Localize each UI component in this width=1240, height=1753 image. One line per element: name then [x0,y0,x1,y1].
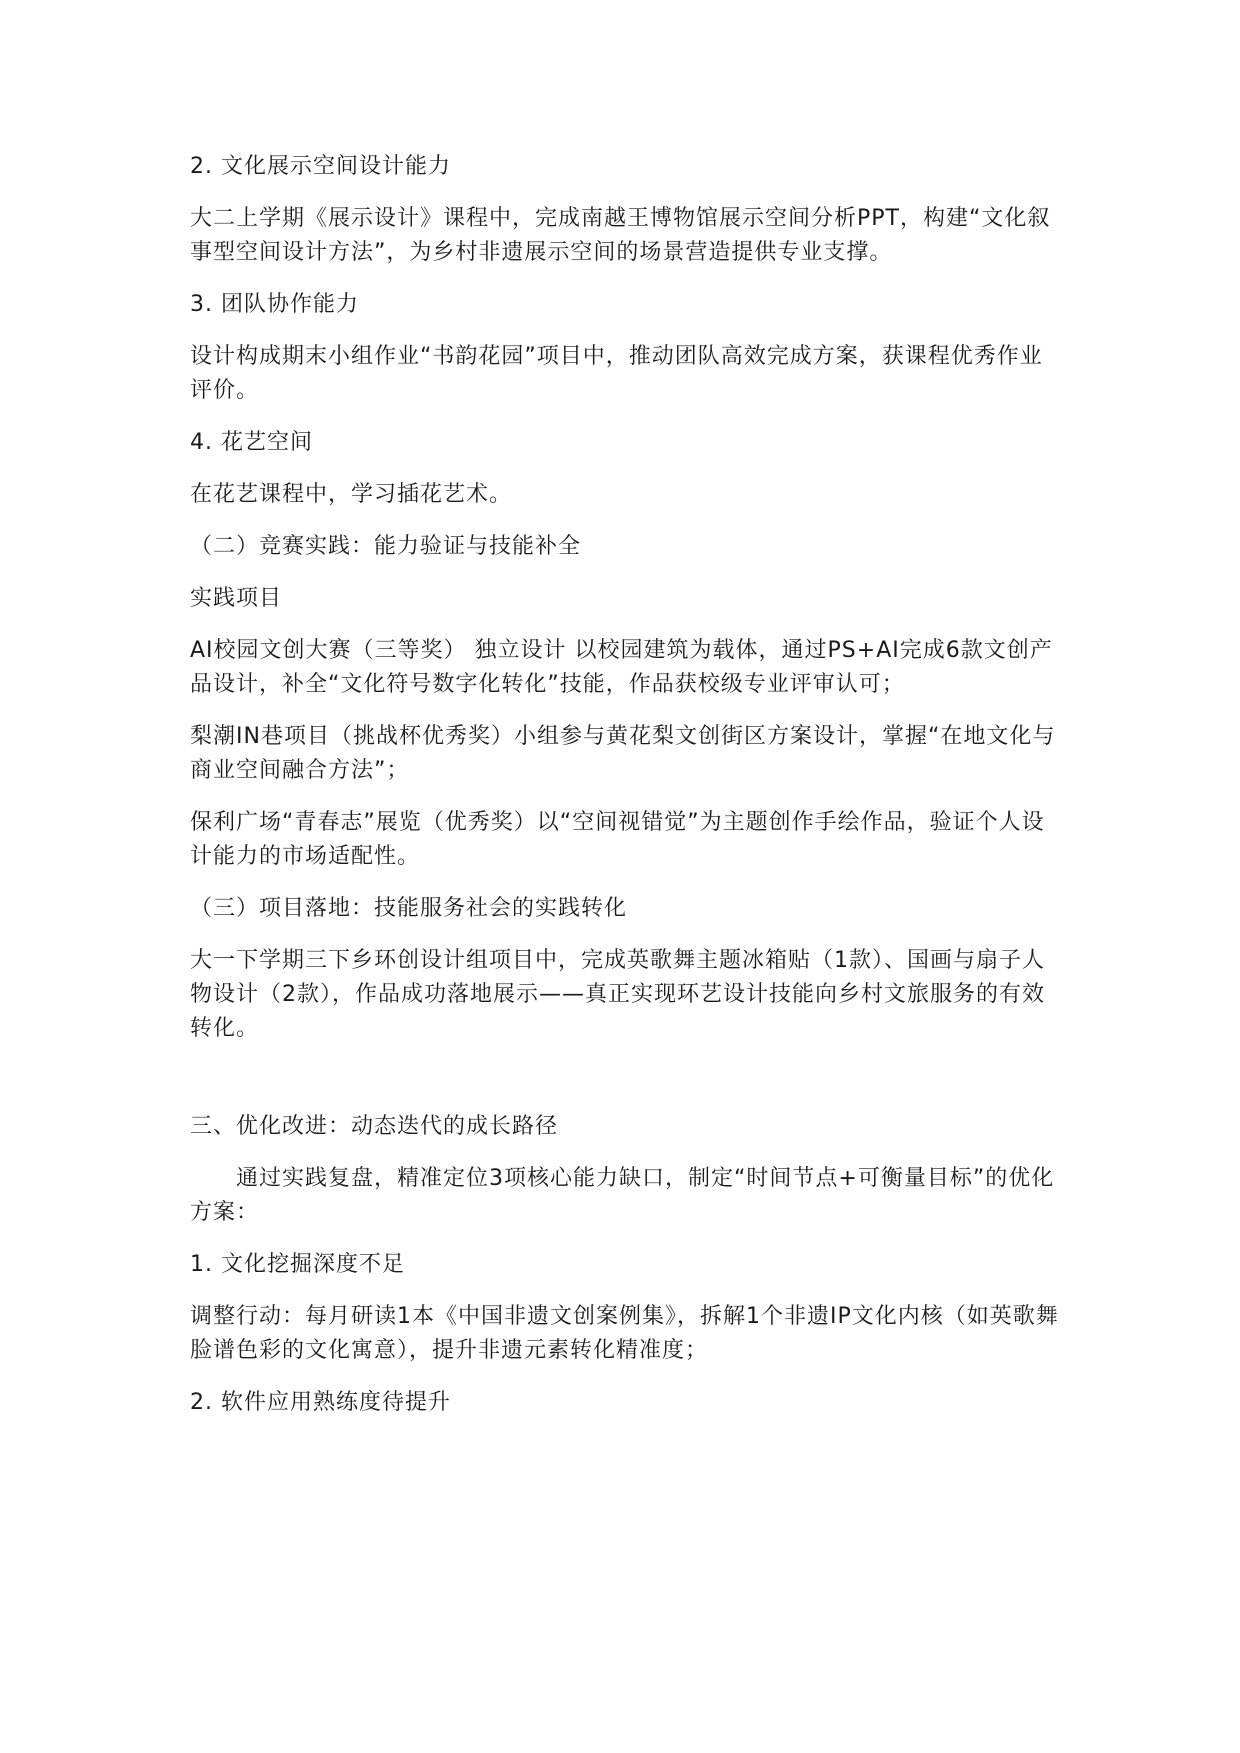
paragraph-display-design: 大二上学期《展示设计》课程中，完成南越王博物馆展示空间分析PPT，构建“文化叙事型空间设计方法”，为乡村非遗展示空间的场景营造提供专业支撑。 [190,206,1051,265]
heading-culture-gap: 1. 文化挖掘深度不足 [190,1252,405,1277]
heading-floral: 4. 花艺空间 [190,430,313,455]
document-body [190,150,1060,1438]
section-title-optimization: 三、优化改进：动态迭代的成长路径 [190,1114,559,1139]
paragraph-teamwork: 设计构成期末小组作业“书韵花园”项目中，推动团队高效完成方案，获课程优秀作业评价。 [190,344,1043,403]
paragraph-projects-label: 实践项目 [190,586,283,611]
paragraph-floral: 在花艺课程中，学习插花艺术。 [190,482,513,507]
paragraph-poly: 保利广场“青春志”展览（优秀奖）以“空间视错觉”为主题创作手绘作品，验证个人设计能力的市场适配性。 [190,810,1045,869]
paragraph-lichao: 梨潮IN巷项目（挑战杯优秀奖）小组参与黄花梨文创街区方案设计，掌握“在地文化与商业空间融合方法”； [190,724,1056,783]
paragraph-intro: 通过实践复盘，精准定位3项核心能力缺口，制定“时间节点+可衡量目标”的优化方案： [190,1166,1055,1225]
heading-display-design: 2. 文化展示空间设计能力 [190,154,451,179]
heading-teamwork: 3. 团队协作能力 [190,292,359,317]
paragraph-ai-contest: AI校园文创大赛（三等奖） 独立设计 以校园建筑为载体，通过PS+AI完成6款文创产品设计，补全“文化符号数字化转化”技能，作品获校级专业评审认可； [190,638,1053,697]
paragraph-culture-gap: 调整行动：每月研读1本《中国非遗文创案例集》，拆解1个非遗IP文化内核（如英歌舞脸谱色彩的文化寓意），提升非遗元素转化精准度； [190,1304,1059,1363]
paragraph-landing: 大一下学期三下乡环创设计组项目中，完成英歌舞主题冰箱贴（1款）、国画与扇子人物设计（2款），作品成功落地展示——真正实现环艺设计技能向乡村文旅服务的有效转化。 [190,948,1045,1041]
heading-competition: （二）竞赛实践：能力验证与技能补全 [190,534,582,559]
heading-software-gap: 2. 软件应用熟练度待提升 [190,1390,451,1415]
heading-landing: （三）项目落地：技能服务社会的实践转化 [190,896,628,921]
